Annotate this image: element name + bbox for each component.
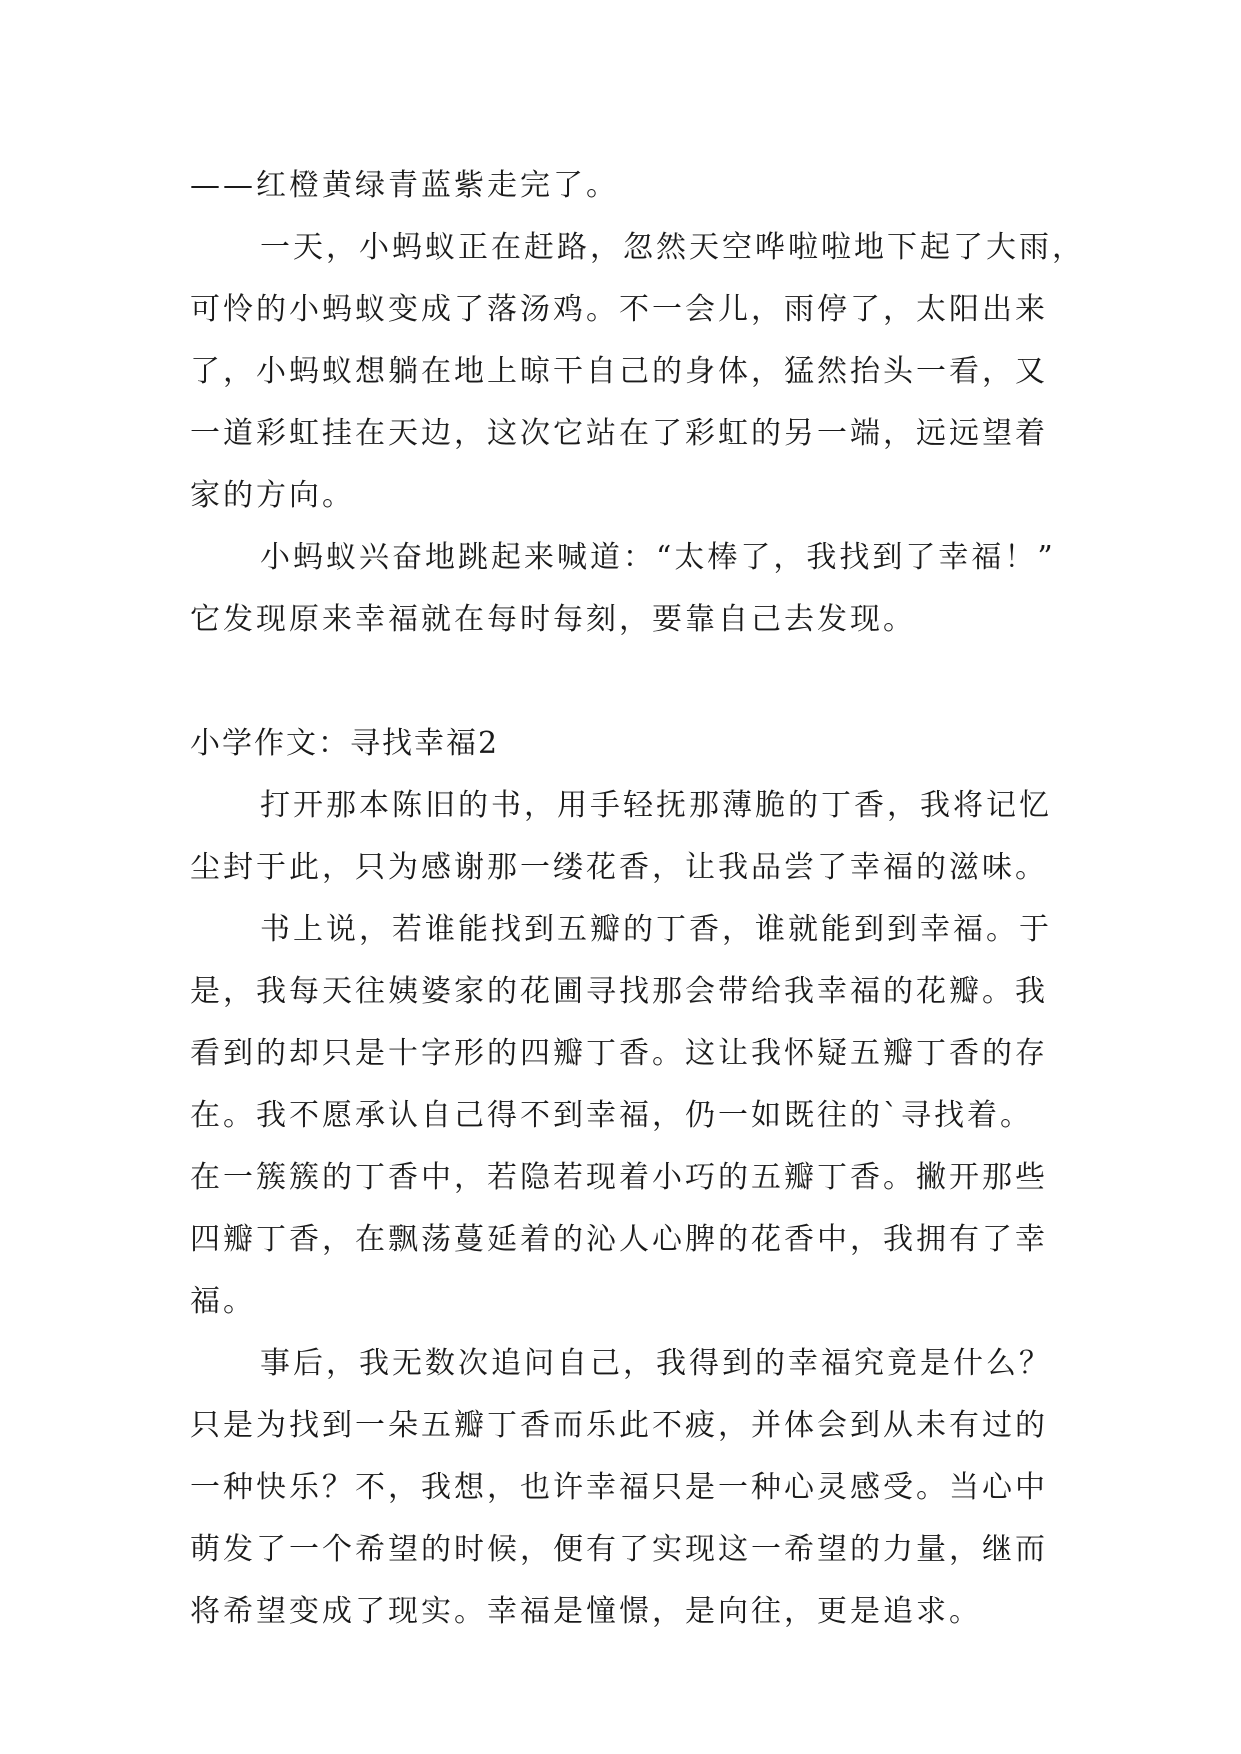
text-line: 一种快乐？不，我想，也许幸福只是一种心灵感受。当心中 <box>190 1470 1048 1505</box>
text-line: 了，小蚂蚁想躺在地上晾干自己的身体，猛然抬头一看，又 <box>190 354 1048 389</box>
text-line: 在一簇簇的丁香中，若隐若现着小巧的五瓣丁香。撇开那些 <box>190 1160 1048 1195</box>
paragraph-start: 书上说，若谁能找到五瓣的丁香，谁就能到到幸福。于 <box>260 912 1052 947</box>
paragraph-start: 打开那本陈旧的书，用手轻抚那薄脆的丁香，我将记忆 <box>260 788 1052 823</box>
document-body <box>190 155 1085 1643</box>
text-line: 它发现原来幸福就在每时每刻，要靠自己去发现。 <box>190 602 916 637</box>
text-line: 萌发了一个希望的时候，便有了实现这一希望的力量，继而 <box>190 1532 1048 1567</box>
paragraph-start: 小蚂蚁兴奋地跳起来喊道：“太棒了，我找到了幸福！” <box>260 540 1056 575</box>
text-line: 在。我不愿承认自己得不到幸福，仍一如既往的`寻找着。 <box>190 1098 1033 1133</box>
text-line: 一道彩虹挂在天边，这次它站在了彩虹的另一端，远远望着 <box>190 416 1048 451</box>
text-line: 只是为找到一朵五瓣丁香而乐此不疲，并体会到从未有过的 <box>190 1408 1048 1443</box>
text-line: ——红橙黄绿青蓝紫走完了。 <box>190 168 619 203</box>
text-line: 看到的却只是十字形的四瓣丁香。这让我怀疑五瓣丁香的存 <box>190 1036 1048 1071</box>
paragraph-start: 一天，小蚂蚁正在赶路，忽然天空哗啦啦地下起了大雨， <box>260 230 1085 265</box>
text-line: 可怜的小蚂蚁变成了落汤鸡。不一会儿，雨停了，太阳出来 <box>190 292 1048 327</box>
text-line: 是，我每天往姨婆家的花圃寻找那会带给我幸福的花瓣。我 <box>190 974 1048 1009</box>
text-line: 家的方向。 <box>190 478 355 513</box>
section-gap <box>190 651 1070 713</box>
text-line: 福。 <box>190 1284 256 1319</box>
paragraph-start: 事后，我无数次追问自己，我得到的幸福究竟是什么？ <box>260 1346 1052 1381</box>
text-line: 四瓣丁香，在飘荡蔓延着的沁人心脾的花香中，我拥有了幸 <box>190 1222 1048 1257</box>
text-line: 将希望变成了现实。幸福是憧憬，是向往，更是追求。 <box>190 1594 982 1629</box>
text-line: 尘封于此，只为感谢那一缕花香，让我品尝了幸福的滋味。 <box>190 850 1048 885</box>
section-title: 小学作文：寻找幸福2 <box>190 726 500 761</box>
